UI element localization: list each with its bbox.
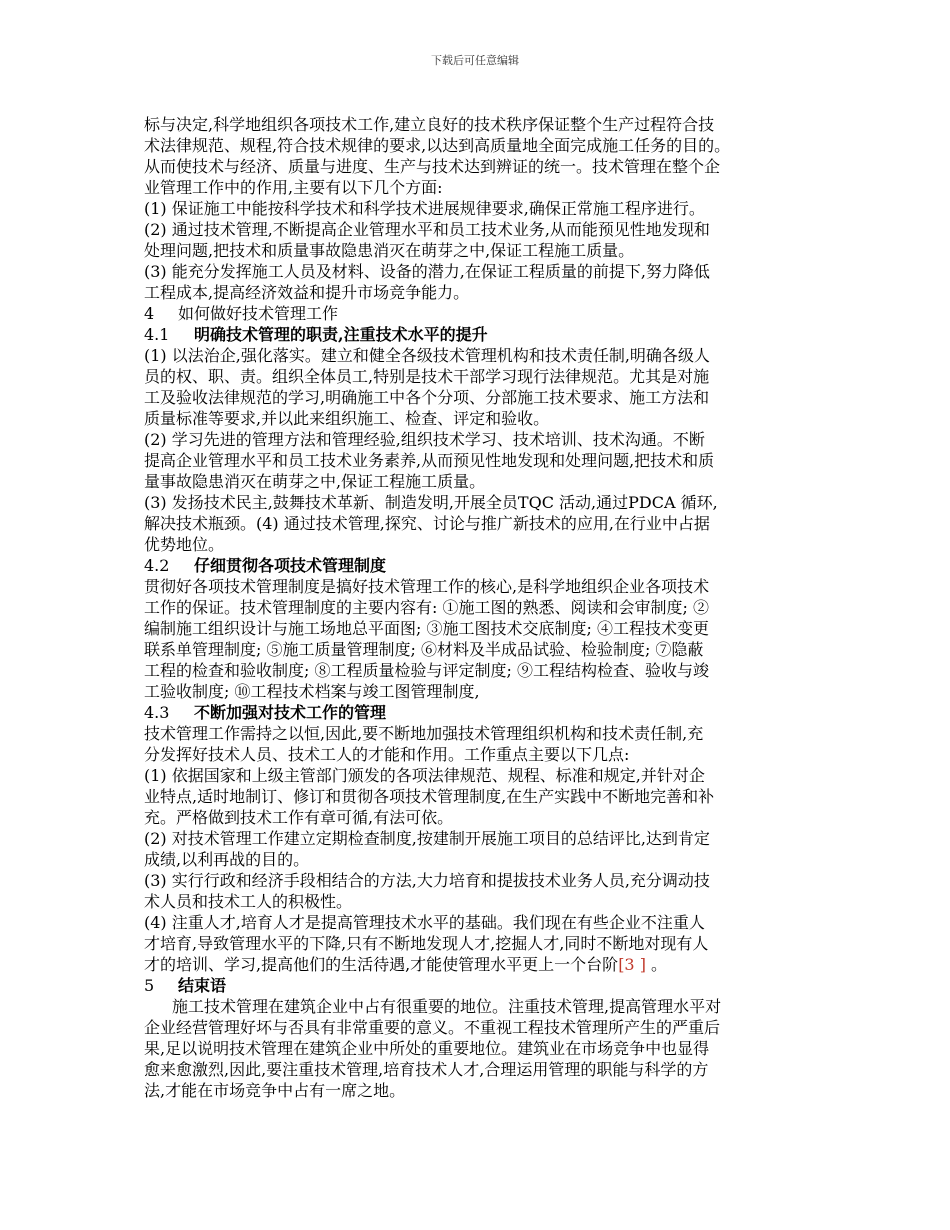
text-line: 工作的保证。技术管理制度的主要内容有: ①施工图的熟悉、阅读和会审制度; ② — [144, 598, 709, 617]
text-line: (2) 对技术管理工作建立定期检查制度,按建制开展施工项目的总结评比,达到肯定 — [144, 829, 710, 848]
text-line: 质量标准等要求,并以此来组织施工、检查、评定和验收。 — [144, 409, 550, 428]
section-number: 4.1 — [144, 325, 170, 344]
citation-reference[interactable]: [3 ] — [618, 955, 646, 974]
text-line: 愈来愈激烈,因此,要注重技术管理,培育技术人才,合理运用管理的职能与科学的方 — [144, 1060, 709, 1079]
text-line: 联系单管理制度; ⑤施工质量管理制度; ⑥材料及半成品试验、检验制度; ⑦隐蔽 — [144, 640, 704, 659]
section-heading-5 — [144, 975, 824, 996]
paragraph-4-3 — [144, 723, 824, 975]
section-heading-4-1 — [144, 324, 824, 345]
text-line: 提高企业管理水平和员工技术业务素养,从而预见性地发现和处理问题,把技术和质 — [144, 451, 715, 470]
text-line: (2) 学习先进的管理方法和管理经验,组织技术学习、技术培训、技术沟通。不断 — [144, 430, 705, 449]
text-line: (1) 以法治企,强化落实。建立和健全各级技术管理机构和技术责任制,明确各级人 — [144, 346, 710, 365]
section-title: 仔细贯彻各项技术管理制度 — [194, 556, 387, 575]
text-line: 果,足以说明技术管理在建筑企业中所处的重要地位。建筑业在市场竞争中也显得 — [144, 1039, 710, 1058]
text-line: 工及验收法律规范的学习,明确施工中各个分项、分部施工技术要求、施工方法和 — [144, 388, 710, 407]
text-line: 工验收制度; ⑩工程技术档案与竣工图管理制度, — [144, 682, 480, 701]
text-line: (3) 实行行政和经济手段相结合的方法,大力培育和提拔技术业务人员,充分调动技 — [144, 871, 710, 890]
text-line: (4) 注重人才,培育人才是提高管理技术水平的基础。我们现在有些企业不注重人 — [144, 913, 705, 932]
text-line: 编制施工组织设计与施工场地总平面图; ③施工图技术交底制度; ④工程技术变更 — [144, 619, 709, 638]
text-line: 技术管理工作需持之以恒,因此,要不断地加强技术管理组织机构和技术责任制,充 — [144, 724, 704, 743]
section-number: 4 — [144, 304, 155, 323]
text-line: 充。严格做到技术工作有章可循,有法可依。 — [144, 808, 454, 827]
section-title: 明确技术管理的职责,注重技术水平的提升 — [194, 325, 488, 344]
section-number: 5 — [144, 976, 155, 995]
section-heading-4-3 — [144, 702, 824, 723]
paragraph-4-2 — [144, 576, 824, 702]
text-line: (2) 通过技术管理,不断提高企业管理水平和员工技术业务,从而能预见性地发现和 — [144, 220, 710, 239]
text-fragment: 才的培训、学习,提高他们的生活待遇,才能使管理水平更上一个台阶 — [144, 955, 619, 974]
text-line: 法,才能在市场竞争中占有一席之地。 — [144, 1081, 406, 1100]
text-line: 贯彻好各项技术管理制度是搞好技术管理工作的核心,是科学地组织企业各项技术 — [144, 577, 710, 596]
section-heading-4-2 — [144, 555, 824, 576]
text-line: (1) 依据国家和上级主管部门颁发的各项法律规范、规程、标准和规定,并针对企 — [144, 766, 705, 785]
text-line: 从而使技术与经济、质量与进度、生产与技术达到辨证的统一。技术管理在整个企 — [144, 157, 721, 176]
text-line: 标与决定,科学地组织各项技术工作,建立良好的技术秩序保证整个生产过程符合技 — [144, 115, 715, 134]
text-line: 业管理工作中的作用,主要有以下几个方面: — [144, 178, 443, 197]
text-line: 解决技术瓶颈。(4) 通过技术管理,探究、讨论与推广新技术的应用,在行业中占据 — [144, 514, 710, 533]
text-line: (1) 保证施工中能按科学技术和科学技术进展规律要求,确保正常施工程序进行。 — [144, 199, 705, 218]
section-number: 4.3 — [144, 703, 170, 722]
text-line: 施工技术管理在建筑企业中占有很重要的地位。注重技术管理,提高管理水平对 — [172, 997, 722, 1016]
section-heading-4 — [144, 303, 824, 324]
text-line: 优势地位。 — [144, 535, 225, 554]
section-number: 4.2 — [144, 556, 170, 575]
text-line: 员的权、职、责。组织全体员工,特别是技术干部学习现行法律规范。尤其是对施 — [144, 367, 710, 386]
text-line: 分发挥好技术人员、技术工人的才能和作用。工作重点主要以下几点: — [144, 745, 630, 764]
text-line: 工程成本,提高经济效益和提升市场竞争能力。 — [144, 283, 470, 302]
paragraph-4-1 — [144, 345, 824, 555]
paragraph-intro — [144, 114, 824, 303]
section-title: 如何做好技术管理工作 — [178, 304, 339, 323]
text-line: 才培育,导致管理水平的下降,只有不断地发现人才,挖掘人才,同时不断地对现有人 — [144, 934, 709, 953]
section-title: 结束语 — [178, 976, 227, 995]
text-line: 业特点,适时地制订、修订和贯彻各项技术管理制度,在生产实践中不断地完善和补 — [144, 787, 715, 806]
text-line: 术人员和技术工人的积极性。 — [144, 892, 353, 911]
text-line: 工程的检查和验收制度; ⑧工程质量检验与评定制度; ⑨工程结构检查、验收与竣 — [144, 661, 709, 680]
text-line: (3) 发扬技术民主,鼓舞技术革新、制造发明,开展全员TQC 活动,通过PDCA 循环, — [144, 493, 718, 512]
page-header: 下载后可任意编辑 — [431, 54, 519, 67]
document-body — [144, 114, 824, 1101]
text-line: 成绩,以利再战的目的。 — [144, 850, 310, 869]
text-line: 企业经营管理好坏与否具有非常重要的意义。不重视工程技术管理所产生的严重后 — [144, 1018, 721, 1037]
text-line-with-reference — [144, 954, 824, 975]
section-title: 不断加强对技术工作的管理 — [194, 703, 387, 722]
text-line: (3) 能充分发挥施工人员及材料、设备的潜力,在保证工程质量的前提下,努力降低 — [144, 262, 710, 281]
text-line: 处理问题,把技术和质量事故隐患消灭在萌芽之中,保证工程施工质量。 — [144, 241, 635, 260]
text-line: 术法律规范、规程,符合技术规律的要求,以达到高质量地全面完成施工任务的目的。 — [144, 136, 731, 155]
text-line: 量事故隐患消灭在萌芽之中,保证工程施工质量。 — [144, 472, 486, 491]
paragraph-conclusion — [144, 996, 824, 1101]
text-fragment: 。 — [645, 955, 668, 974]
